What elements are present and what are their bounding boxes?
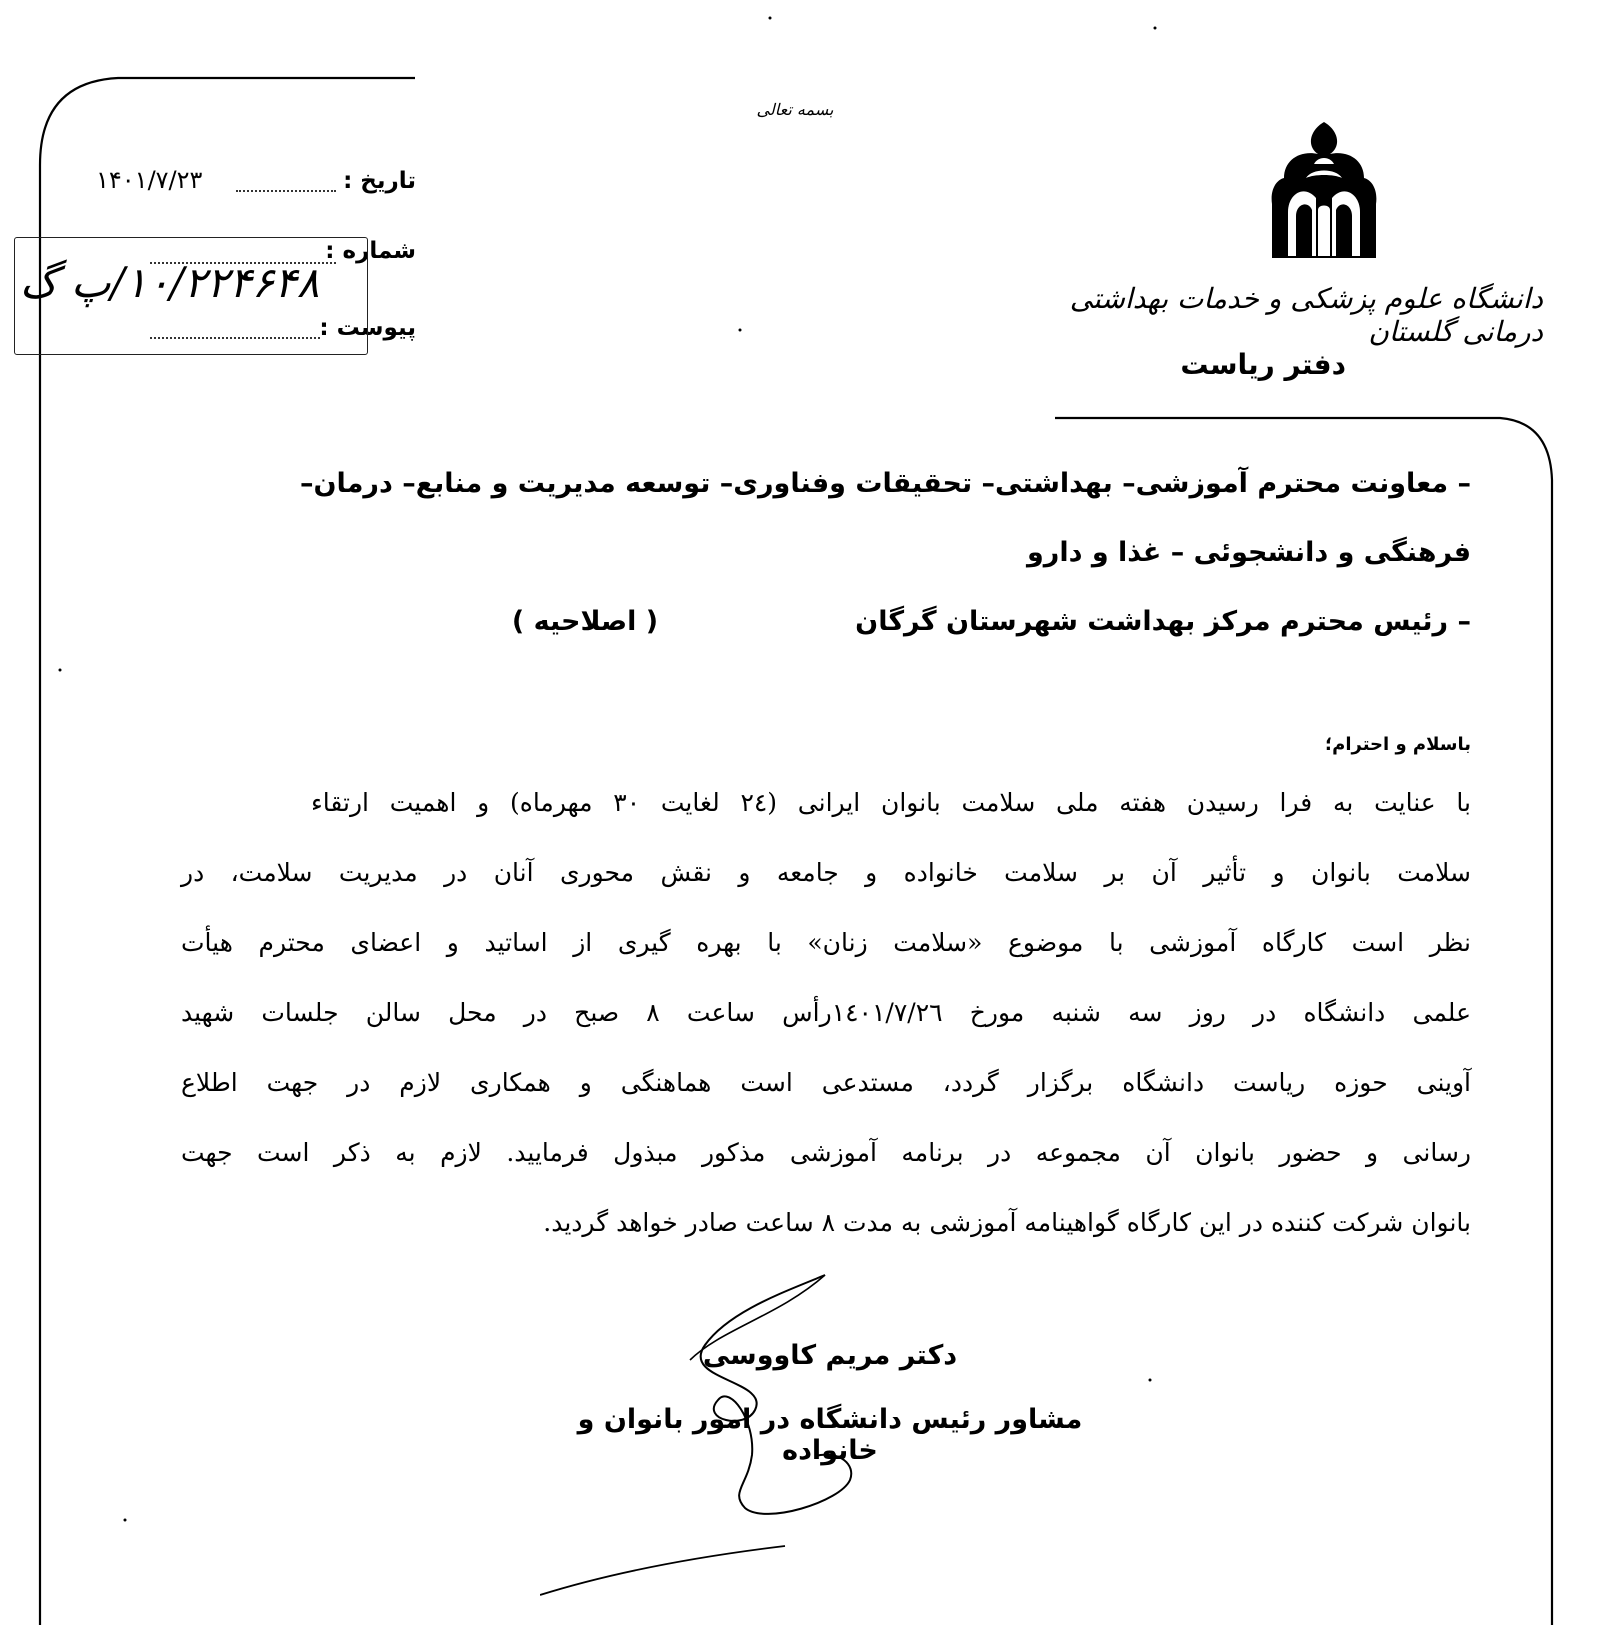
signatory-title: مشاور رئیس دانشگاه در امور بانوان و خانواده: [577, 1404, 1083, 1466]
body-line-6: رسانی و حضور بانوان آن مجموعه در برنامه آموزشی مذکور مبذول فرمایید. لازم به ذکر است جهت: [181, 1138, 1471, 1167]
body-line-1: با عنایت به فرا رسیدن هفته ملی سلامت بانوان ایرانی (۲٤ لغایت ۳۰ مهرماه) و اهمیت ارتقاء: [311, 788, 1471, 817]
university-name: دانشگاه علوم پزشکی و خدمات بهداشتی درمانی گلستان: [1069, 282, 1543, 348]
university-emblem: [1268, 120, 1380, 260]
body-line-4: علمی دانشگاه در روز سه شنبه مورخ ۱٤۰۱/۷/۲٦رأس ساعت ۸ صبح در محل سالن جلسات شهید: [181, 998, 1471, 1027]
basmala: بسمه تعالی: [756, 100, 834, 119]
date-value: ۱۴۰۱/۷/۲۳: [96, 166, 203, 194]
body-line-3: نظر است کارگاه آموزشی با موضوع «سلامت زنان» با بهره گیری از اساتید و اعضای محترم هیأت: [181, 928, 1471, 957]
attachment-label: پیوست :: [319, 315, 416, 341]
number-label: شماره :: [325, 238, 416, 264]
handwritten-signature: [540, 1270, 860, 1600]
correction-note: ( اصلاحیه ): [511, 606, 659, 637]
addressee-line-2: فرهنگی و دانشجوئی – غذا و دارو: [1027, 537, 1471, 568]
greeting: باسلام و احترام؛: [1324, 734, 1471, 755]
signatory-name: دکتر مریم کاووسی: [702, 1340, 958, 1371]
body-line-2: سلامت بانوان و تأثیر آن بر سلامت خانواده و جامعه و نقش محوری آنان در مدیریت سلامت، در: [181, 858, 1471, 887]
body-line-7: بانوان شرکت کننده در این کارگاه گواهینامه آموزشی به مدت ۸ ساعت صادر خواهد گردید.: [543, 1208, 1471, 1237]
office-name: دفتر ریاست: [1180, 348, 1346, 381]
date-label: تاریخ :: [343, 168, 416, 194]
letter-number: ۱۰/۲۲۴۶۴۸/پ گ: [20, 258, 320, 307]
addressee-line-1: – معاونت محترم آموزشی– بهداشتی– تحقیقات وفناوری– توسعه مدیریت و منابع– درمان–: [300, 468, 1471, 499]
addressee-line-3: – رئیس محترم مرکز بهداشت شهرستان گرگان: [855, 606, 1471, 637]
body-line-5: آوینی حوزه ریاست دانشگاه برگزار گردد، مستدعی است هماهنگی و همکاری لازم در جهت اطلاع: [181, 1068, 1471, 1097]
